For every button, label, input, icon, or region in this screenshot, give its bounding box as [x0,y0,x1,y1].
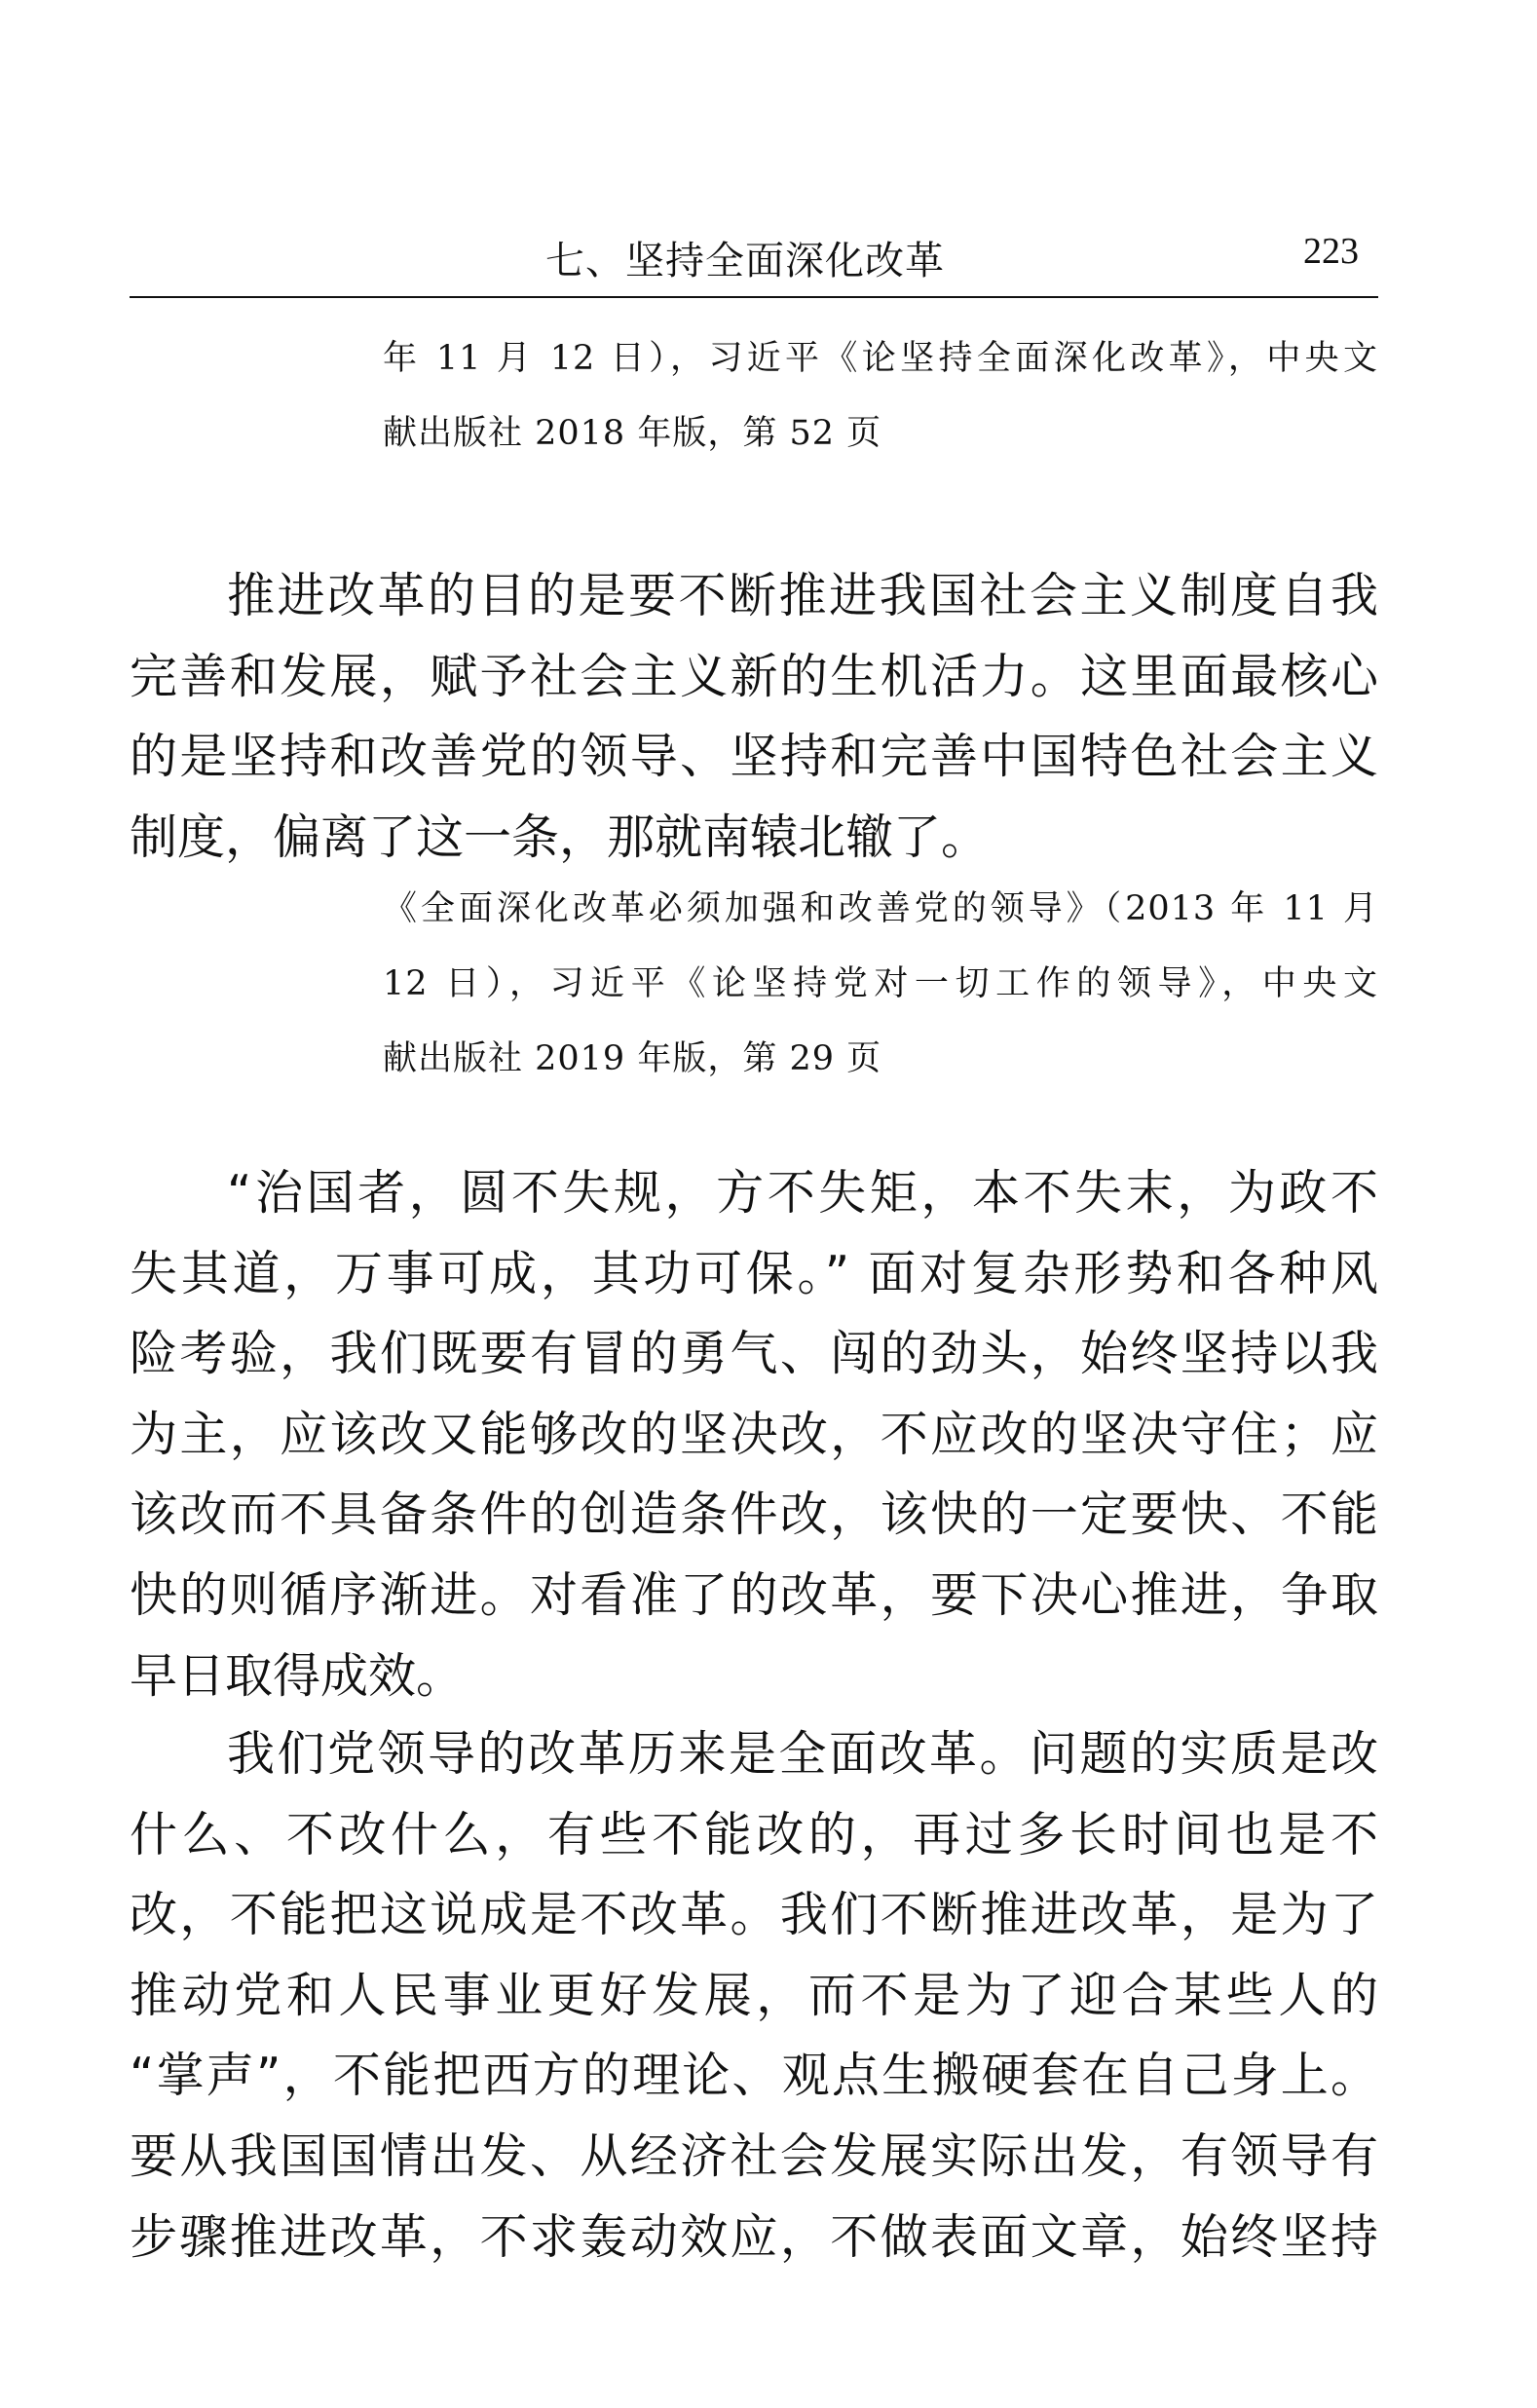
paragraph-1 [130,556,1378,878]
paragraph-line: 的是坚持和改善党的领导、坚持和完善中国特色社会主义 [130,729,1378,785]
paragraph-line: 制度，偏离了这一条，那就南辕北辙了。 [130,809,990,865]
paragraph-line: 快的则循序渐进。对看准了的改革，要下决心推进，争取 [130,1566,1378,1623]
citation-line: 12 日），习近平《论坚持党对一切工作的领导》，中央文 [383,964,1378,1003]
chapter-title: 七、坚持全面深化改革 [545,239,945,283]
paragraph-line: 改，不能把这说成是不改革。我们不断推进改革，是为了 [130,1887,1378,1943]
paragraph-line: 步骤推进改革，不求轰动效应，不做表面文章，始终坚持 [130,2208,1378,2265]
paragraph-line: 该改而不具备条件的创造条件改，该快的一定要快、不能 [130,1486,1378,1543]
citation-line: 年 11 月 12 日），习近平《论坚持全面深化改革》，中央文 [383,339,1378,378]
running-header [130,216,1378,298]
paragraph-line: 推进改革的目的是要不断推进我国社会主义制度自我 [227,568,1378,623]
citation-line: 献出版社 2018 年版，第 52 页 [383,414,882,453]
page-number: 223 [1303,231,1359,272]
paragraph-line: 失其道，万事可成，其功可保。” 面对复杂形势和各种风 [130,1245,1378,1301]
paragraph-line: 险考验，我们既要有冒的勇气、闯的劲头，始终坚持以我 [130,1326,1378,1382]
paragraph-line: 完善和发展，赋予社会主义新的生机活力。这里面最核心 [130,648,1378,704]
paragraph-line: 早日取得成效。 [130,1647,465,1704]
citation-line: 献出版社 2019 年版，第 29 页 [383,1039,882,1078]
paragraph-3 [130,1714,1378,2277]
paragraph-line: “治国者，圆不失规，方不失矩，本不失末，为政不 [227,1165,1378,1221]
paragraph-line: 我们党领导的改革历来是全面改革。问题的实质是改 [227,1726,1378,1782]
paragraph-line: 推动党和人民事业更好发展，而不是为了迎合某些人的 [130,1967,1378,2023]
citation-block-1 [383,321,1378,471]
paragraph-2 [130,1153,1378,1716]
paragraph-line: “掌声”，不能把西方的理论、观点生搬硬套在自己身上。 [130,2048,1378,2104]
header-rule [130,296,1378,298]
citation-line: 《全面深化改革必须加强和改善党的领导》（2013 年 11 月 [383,889,1378,928]
paragraph-line: 什么、不改什么，有些不能改的，再过多长时间也是不 [130,1806,1378,1862]
citation-block-2 [383,872,1378,1097]
paragraph-line: 要从我国国情出发、从经济社会发展实际出发，有领导有 [130,2127,1378,2184]
paragraph-line: 为主，应该改又能够改的坚决改，不应改的坚决守住；应 [130,1406,1378,1462]
